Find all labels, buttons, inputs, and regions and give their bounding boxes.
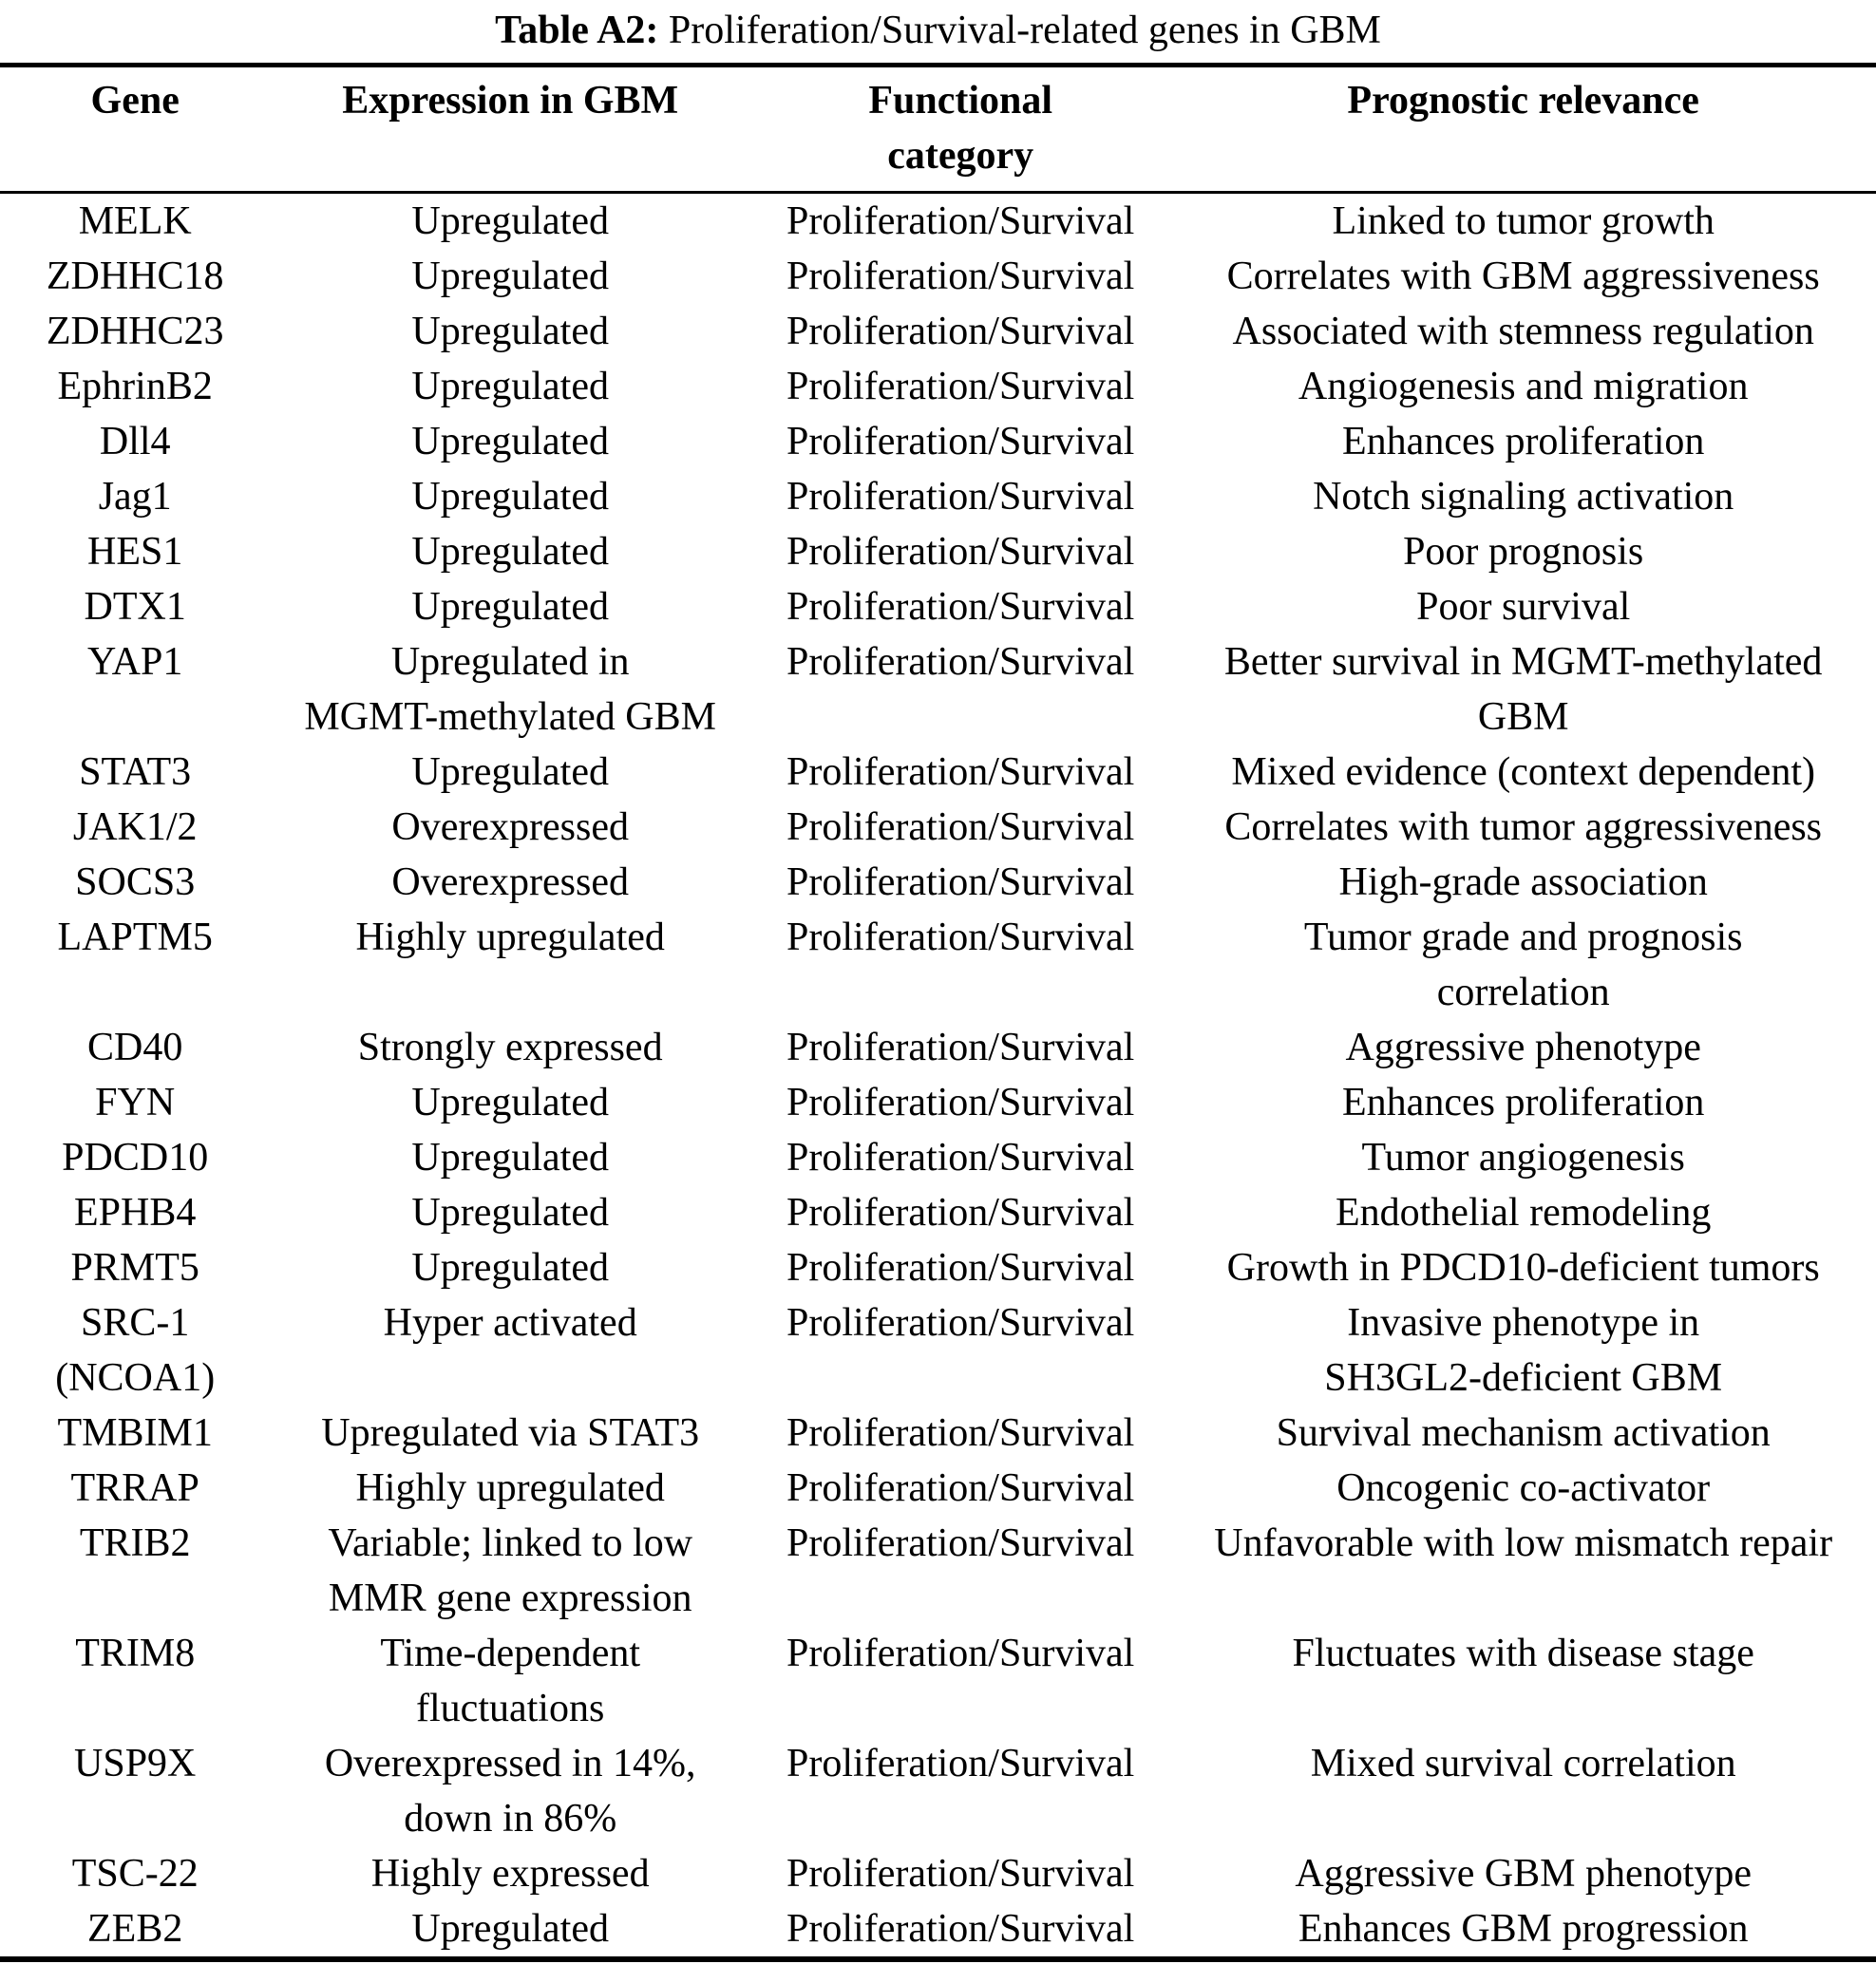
table-cell: TMBIM1	[57, 1411, 213, 1455]
table-row	[0, 1846, 1876, 1901]
table-cell: Mixed evidence (context dependent)	[1231, 750, 1815, 794]
table-row	[0, 1516, 1876, 1626]
table-cell: LAPTM5	[57, 916, 213, 959]
table-row	[0, 1901, 1876, 1959]
table-cell: TRIB2	[79, 1521, 191, 1565]
table-row	[0, 855, 1876, 910]
table-cell: Proliferation/Survival	[786, 916, 1135, 959]
table-cell: Upregulated	[411, 365, 609, 408]
table-row	[0, 1020, 1876, 1075]
table-cell: Aggressive GBM phenotype	[1295, 1852, 1752, 1896]
table-cell: Upregulated	[411, 420, 609, 463]
table-cell: EphrinB2	[57, 365, 213, 408]
table-cell: Proliferation/Survival	[786, 1852, 1135, 1896]
table-row	[0, 910, 1876, 1020]
table-row	[0, 1406, 1876, 1461]
table-cell: Upregulated	[411, 750, 609, 794]
table-cell: Enhances proliferation	[1342, 420, 1705, 463]
table-cell: Upregulated	[411, 530, 609, 574]
table-cell: Proliferation/Survival	[786, 1081, 1135, 1124]
table-cell: PDCD10	[62, 1136, 209, 1180]
table-cell: Upregulated	[411, 475, 609, 519]
table-cell: Angiogenesis and migration	[1298, 365, 1749, 408]
table-cell: TSC-22	[71, 1852, 199, 1896]
table-cell: Jag1	[98, 475, 172, 519]
table-cell: Proliferation/Survival	[786, 475, 1135, 519]
table-cell: High-grade association	[1338, 860, 1708, 904]
table-row	[0, 1130, 1876, 1185]
table-cell: Associated with stemness regulation	[1232, 310, 1814, 353]
table-cell: Overexpressed	[391, 805, 629, 849]
table-cell: TRIM8	[75, 1632, 196, 1675]
table-cell: MELK	[78, 199, 192, 243]
paper-page	[0, 6, 1876, 1962]
table-cell: Highly upregulated	[355, 1466, 665, 1510]
table-cell: Overexpressed in 14%, down in 86%	[324, 1742, 696, 1841]
table-row	[0, 1736, 1876, 1846]
table-cell: HES1	[87, 530, 183, 574]
table-cell: Variable; linked to low MMR gene expression	[328, 1521, 693, 1620]
table-row	[0, 1295, 1876, 1406]
table-cell: Proliferation/Survival	[786, 1026, 1135, 1069]
table-cell: Proliferation/Survival	[786, 860, 1135, 904]
table-cell: Enhances GBM progression	[1298, 1907, 1749, 1951]
table-title	[0, 6, 1876, 55]
table-cell: Proliferation/Survival	[786, 199, 1135, 243]
table-cell: Tumor angiogenesis	[1361, 1136, 1685, 1180]
table-row	[0, 414, 1876, 469]
table-cell: Proliferation/Survival	[786, 640, 1135, 684]
table-cell: SRC-1 (NCOA1)	[55, 1301, 216, 1400]
table-cell: DTX1	[84, 585, 186, 629]
table-cell: Poor prognosis	[1403, 530, 1644, 574]
table-cell: Upregulated	[411, 255, 609, 298]
table-title-text: Proliferation/Survival-related genes in GBM	[658, 9, 1381, 52]
table-cell: Upregulated	[411, 1081, 609, 1124]
table-header	[0, 66, 1876, 193]
table-cell: ZDHHC23	[46, 310, 224, 353]
table-cell: Proliferation/Survival	[786, 585, 1135, 629]
table-row	[0, 1626, 1876, 1736]
table-cell: Upregulated	[411, 310, 609, 353]
table-cell: Growth in PDCD10-deficient tumors	[1226, 1246, 1820, 1290]
table-cell: Upregulated	[411, 1246, 609, 1290]
table-cell: ZEB2	[87, 1907, 183, 1951]
table-row	[0, 634, 1876, 745]
table-cell: Proliferation/Survival	[786, 1246, 1135, 1290]
table-cell: FYN	[95, 1081, 176, 1124]
table-cell: Time-dependent fluctuations	[380, 1632, 641, 1730]
table-cell: Proliferation/Survival	[786, 1191, 1135, 1235]
table-cell: Strongly expressed	[357, 1026, 663, 1069]
table-cell: Proliferation/Survival	[786, 310, 1135, 353]
table-cell: Proliferation/Survival	[786, 805, 1135, 849]
table-cell: Proliferation/Survival	[786, 1136, 1135, 1180]
column-header-expression-in-gbm: Expression in GBM	[270, 66, 750, 193]
table-cell: Poor survival	[1416, 585, 1631, 629]
table-cell: Highly upregulated	[355, 916, 665, 959]
table-cell: PRMT5	[70, 1246, 199, 1290]
table-row	[0, 359, 1876, 414]
table-cell: EPHB4	[74, 1191, 197, 1235]
table-cell: Correlates with tumor aggressiveness	[1224, 805, 1823, 849]
table-row	[0, 249, 1876, 304]
table-body	[0, 193, 1876, 1960]
table-cell: Proliferation/Survival	[786, 255, 1135, 298]
table-cell: Notch signaling activation	[1313, 475, 1734, 519]
table-cell: STAT3	[79, 750, 192, 794]
table-cell: Proliferation/Survival	[786, 1742, 1135, 1785]
table-cell: Proliferation/Survival	[786, 1301, 1135, 1345]
table-row	[0, 1240, 1876, 1295]
table-cell: Endothelial remodeling	[1335, 1191, 1712, 1235]
table-cell: Hyper activated	[383, 1301, 637, 1345]
table-cell: Upregulated	[411, 1907, 609, 1951]
table-cell: TRRAP	[70, 1466, 199, 1510]
table-cell: Tumor grade and prognosis correlation	[1303, 916, 1743, 1014]
table-row	[0, 1461, 1876, 1516]
column-header-prognostic-relevance: Prognostic relevance	[1170, 66, 1876, 193]
table-cell: Oncogenic co-activator	[1336, 1466, 1711, 1510]
table-cell: Proliferation/Survival	[786, 1411, 1135, 1455]
header-row	[0, 66, 1876, 193]
table-cell: Upregulated	[411, 1136, 609, 1180]
table-cell: Proliferation/Survival	[786, 750, 1135, 794]
table-cell: Proliferation/Survival	[786, 1521, 1135, 1565]
table-cell: Aggressive phenotype	[1345, 1026, 1701, 1069]
column-header-gene: Gene	[0, 66, 270, 193]
table-cell: Unfavorable with low mismatch repair	[1214, 1521, 1833, 1565]
table-cell: Enhances proliferation	[1342, 1081, 1705, 1124]
table-cell: Highly expressed	[370, 1852, 650, 1896]
table-cell: Upregulated	[411, 1191, 609, 1235]
table-cell: ZDHHC18	[46, 255, 224, 298]
table-row	[0, 745, 1876, 800]
table-cell: Proliferation/Survival	[786, 1907, 1135, 1951]
table-cell: YAP1	[87, 640, 183, 684]
table-cell: Better survival in MGMT-methylated GBM	[1223, 640, 1823, 739]
table-cell: JAK1/2	[72, 805, 198, 849]
table-cell: Upregulated in MGMT-methylated GBM	[304, 640, 716, 739]
table-row	[0, 1185, 1876, 1240]
table-cell: CD40	[87, 1026, 183, 1069]
table-row	[0, 304, 1876, 359]
table-row	[0, 193, 1876, 250]
table-cell: Overexpressed	[391, 860, 629, 904]
table-row	[0, 469, 1876, 524]
table-cell: Fluctuates with disease stage	[1292, 1632, 1754, 1675]
table-cell: Dll4	[99, 420, 171, 463]
table-cell: Proliferation/Survival	[786, 420, 1135, 463]
table-row	[0, 800, 1876, 855]
table-cell: Survival mechanism activation	[1276, 1411, 1771, 1455]
table-title-label: Table A2:	[495, 9, 659, 52]
table-row	[0, 524, 1876, 579]
table-cell: SOCS3	[75, 860, 196, 904]
table-row	[0, 1075, 1876, 1130]
table-cell: Upregulated via STAT3	[321, 1411, 700, 1455]
table-cell: Invasive phenotype in SH3GL2-deficient GBM	[1324, 1301, 1723, 1400]
table-cell: Proliferation/Survival	[786, 365, 1135, 408]
table-cell: Upregulated	[411, 585, 609, 629]
table-cell: Proliferation/Survival	[786, 530, 1135, 574]
table-cell: Linked to tumor growth	[1332, 199, 1715, 243]
column-header-functional-category: Functional category	[750, 66, 1170, 193]
table-cell: Upregulated	[411, 199, 609, 243]
table-cell: Proliferation/Survival	[786, 1632, 1135, 1675]
genes-table	[0, 63, 1876, 1962]
table-row	[0, 579, 1876, 634]
table-cell: Correlates with GBM aggressiveness	[1226, 255, 1820, 298]
table-cell: Mixed survival correlation	[1310, 1742, 1736, 1785]
table-cell: Proliferation/Survival	[786, 1466, 1135, 1510]
table-cell: USP9X	[74, 1742, 197, 1785]
